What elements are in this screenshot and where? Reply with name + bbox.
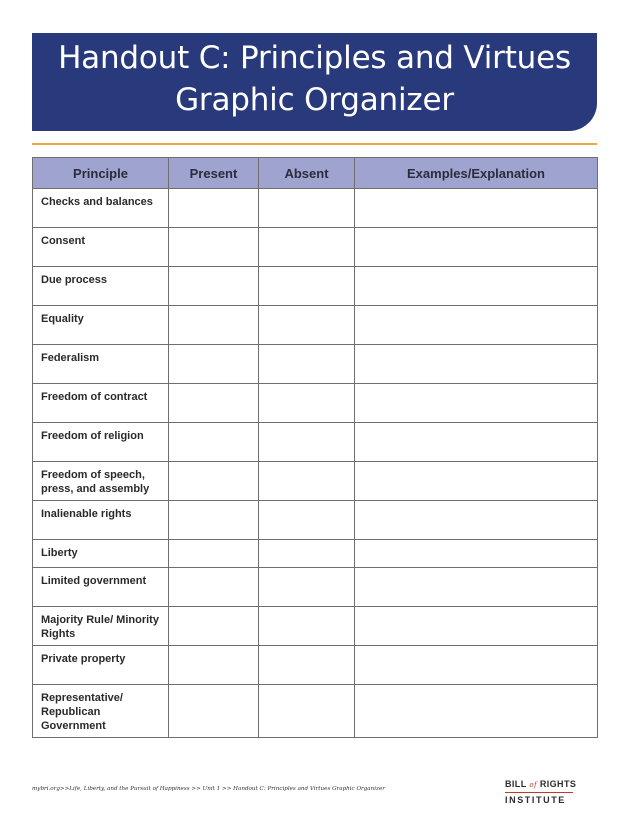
- table-row: [33, 345, 598, 384]
- absent-cell[interactable]: [259, 189, 355, 228]
- table-row: [33, 685, 598, 738]
- present-cell[interactable]: [169, 646, 259, 685]
- absent-cell[interactable]: [259, 462, 355, 501]
- column-header-absent: Absent: [259, 158, 355, 189]
- logo-top-line: [505, 779, 575, 790]
- present-cell[interactable]: [169, 501, 259, 540]
- logo-word-rights: RIGHTS: [539, 779, 577, 789]
- present-cell[interactable]: [169, 267, 259, 306]
- present-cell[interactable]: [169, 306, 259, 345]
- examples-cell[interactable]: [355, 345, 598, 384]
- absent-cell[interactable]: [259, 384, 355, 423]
- present-cell[interactable]: [169, 189, 259, 228]
- table-header-row: [33, 158, 598, 189]
- absent-cell[interactable]: [259, 607, 355, 646]
- table-row: [33, 423, 598, 462]
- absent-cell[interactable]: [259, 568, 355, 607]
- principle-cell: Due process: [33, 267, 169, 306]
- examples-cell[interactable]: [355, 540, 598, 568]
- examples-cell[interactable]: [355, 568, 598, 607]
- page-title-line-1: Handout C: Principles and Virtues: [58, 40, 571, 76]
- principle-cell: Equality: [33, 306, 169, 345]
- examples-cell[interactable]: [355, 646, 598, 685]
- present-cell[interactable]: [169, 345, 259, 384]
- principle-cell: Representative/ Republican Government: [33, 685, 169, 738]
- column-header-principle: Principle: [33, 158, 169, 189]
- principle-cell: Freedom of contract: [33, 384, 169, 423]
- title-banner: [32, 33, 597, 131]
- principle-cell: Private property: [33, 646, 169, 685]
- column-header-examples: Examples/Explanation: [355, 158, 598, 189]
- title-divider: [32, 143, 597, 145]
- examples-cell[interactable]: [355, 189, 598, 228]
- absent-cell[interactable]: [259, 646, 355, 685]
- examples-cell[interactable]: [355, 462, 598, 501]
- absent-cell[interactable]: [259, 306, 355, 345]
- absent-cell[interactable]: [259, 501, 355, 540]
- absent-cell[interactable]: [259, 540, 355, 568]
- principle-cell: Majority Rule/ Minority Rights: [33, 607, 169, 646]
- table-row: [33, 267, 598, 306]
- logo-word-institute: INSTITUTE: [505, 795, 566, 805]
- graphic-organizer-table: [32, 157, 598, 738]
- principle-cell: Freedom of speech, press, and assembly: [33, 462, 169, 501]
- logo-divider: [505, 792, 573, 793]
- principle-cell: Limited government: [33, 568, 169, 607]
- table-row: [33, 568, 598, 607]
- absent-cell[interactable]: [259, 228, 355, 267]
- logo-word-bill: BILL: [505, 779, 527, 789]
- principle-cell: Federalism: [33, 345, 169, 384]
- absent-cell[interactable]: [259, 685, 355, 738]
- principle-cell: Inalienable rights: [33, 501, 169, 540]
- present-cell[interactable]: [169, 228, 259, 267]
- bill-of-rights-institute-logo: [505, 779, 575, 805]
- column-header-present: Present: [169, 158, 259, 189]
- table-row: [33, 501, 598, 540]
- examples-cell[interactable]: [355, 607, 598, 646]
- principle-cell: Freedom of religion: [33, 423, 169, 462]
- table-row: [33, 306, 598, 345]
- present-cell[interactable]: [169, 568, 259, 607]
- examples-cell[interactable]: [355, 501, 598, 540]
- examples-cell[interactable]: [355, 384, 598, 423]
- present-cell[interactable]: [169, 685, 259, 738]
- examples-cell[interactable]: [355, 423, 598, 462]
- principle-cell: Liberty: [33, 540, 169, 568]
- table-row: [33, 384, 598, 423]
- examples-cell[interactable]: [355, 306, 598, 345]
- present-cell[interactable]: [169, 462, 259, 501]
- table-row: [33, 189, 598, 228]
- logo-word-of: of: [529, 781, 537, 789]
- present-cell[interactable]: [169, 384, 259, 423]
- table-row: [33, 462, 598, 501]
- examples-cell[interactable]: [355, 685, 598, 738]
- examples-cell[interactable]: [355, 228, 598, 267]
- footer-breadcrumb: mybri.org>>Life, Liberty, and the Pursuit of Happiness >> Unit 1 >> Handout C: Principles and Virtues Graphic Organizer: [32, 786, 385, 792]
- principle-cell: Consent: [33, 228, 169, 267]
- present-cell[interactable]: [169, 607, 259, 646]
- absent-cell[interactable]: [259, 423, 355, 462]
- present-cell[interactable]: [169, 423, 259, 462]
- absent-cell[interactable]: [259, 345, 355, 384]
- table-row: [33, 646, 598, 685]
- page-title-line-2: Graphic Organizer: [175, 82, 454, 118]
- table-row: [33, 228, 598, 267]
- present-cell[interactable]: [169, 540, 259, 568]
- table-row: [33, 607, 598, 646]
- absent-cell[interactable]: [259, 267, 355, 306]
- table-row: [33, 540, 598, 568]
- principle-cell: Checks and balances: [33, 189, 169, 228]
- examples-cell[interactable]: [355, 267, 598, 306]
